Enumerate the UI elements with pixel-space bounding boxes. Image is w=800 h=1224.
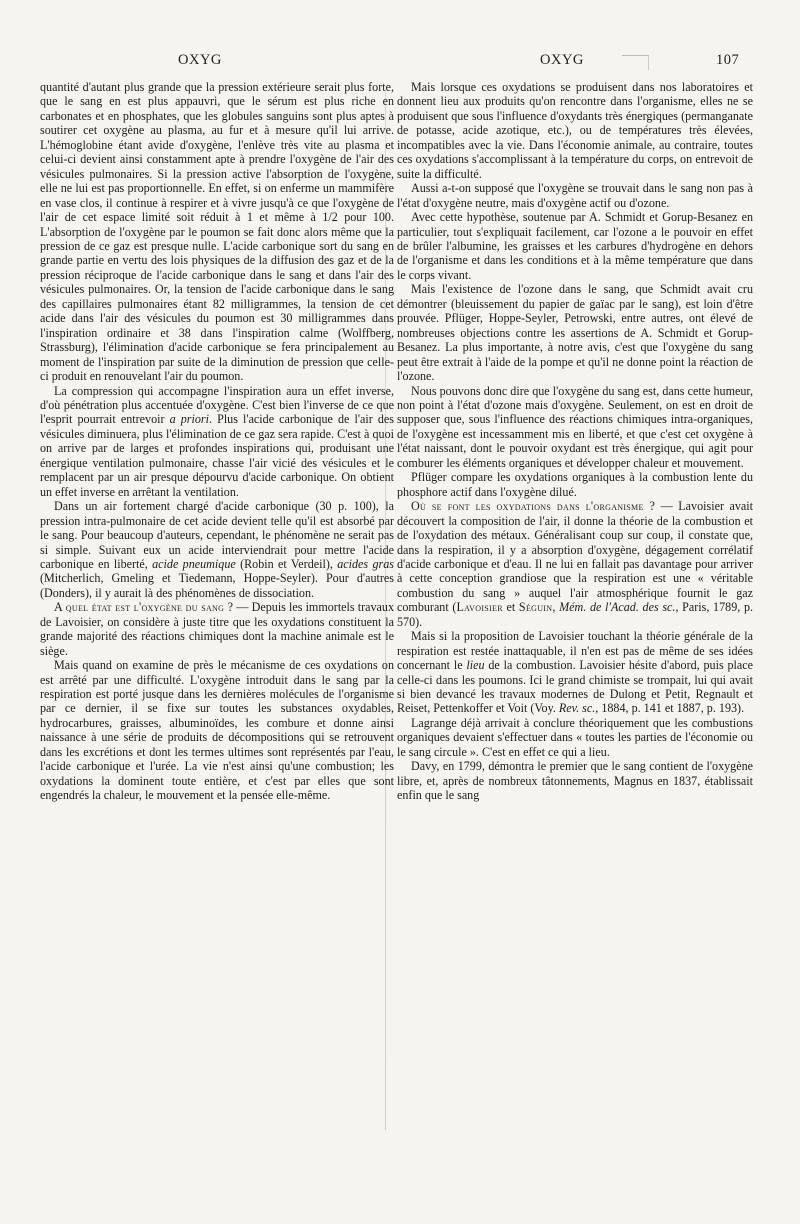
text-run: . Plus l'acide carbonique de l'air des vésicules diminuera, plus l'élimination de ce gaz sera rapide. C'est à quoi on arrive par de larges et profondes inspirations qui, produisant une énergique ventilation pulmonaire, chasse l'air vicié des vésicules et le remplacent par un air presque dépourvu d'acide carbonique. On obtient un effet inverse en arrêtant la ventilation. bbox=[40, 412, 394, 499]
page-number: 107 bbox=[716, 52, 740, 68]
paragraph: Mais quand on examine de près le mécanisme de ces oxydations on est arrêté par une difficulté. L'oxygène introduit dans le sang par la respiration est porté jusque dans les dernières molécules de l'organisme par ce dernier, il se fixe sur toutes les substances oxydables, hydrocarbures, graisses, albuminoïdes, les combure et donne ainsi naissance à une série de produits de décompositions qui se retrouvent dans les excrétions et dont les termes ultimes sont représentés par l'eau, l'acide carbonique et l'urée. La vie n'est ainsi qu'une combustion; les oxydations la dominent toute entière, et c'est par elles que sont engendrés la chaleur, le mouvement et la pensée elle-même. bbox=[40, 658, 394, 803]
paragraph: Davy, en 1799, démontra le premier que le sang contient de l'oxygène libre, et, après de nombreux tâtonnements, Magnus en 1837, établissait enfin que le sang bbox=[397, 759, 753, 803]
text-run: La compression qui accompagne l'inspiration aura un effet inverse, d'où pénétration plus accentuée d'oxygène. C'est bien l'inverse de ce que l'esprit pourrait entrevoir bbox=[40, 383, 394, 427]
text-run: — Lavoisier avait découvert la composition de l'air, il donne la théorie de la combustion et de l'oxydation des métaux. Généralisant coup sur coup, il constate que, dans la respiration, il y a absorption d'oxygène, dégagement corrélatif d'acide carbonique et d'eau. Il ne lui en fallait pas davantage pour arriver à cette conception grandiose que la respiration est une « véritable combustion du sang » auquel l'air atmosphérique fournit le gaz comburant ( bbox=[397, 499, 753, 615]
text-run: (Mitcherlich, Gmeling et Tiedemann, Hoppe-Seyler). Pour d'autres (Donders), il y aurait là des phénomènes de dissociation. bbox=[40, 571, 394, 600]
paragraph: Avec cette hypothèse, soutenue par A. Schmidt et Gorup-Besanez en particulier, tout s'expliquait facilement, car l'ozone a le pouvoir en effet de brûler l'albumine, les graisses et les carbures d'hydrogène en dehors de l'organisme et dans les conditions et à la même température que dans le corps vivant. bbox=[397, 210, 753, 282]
print-mark bbox=[622, 55, 649, 70]
italic-run: Rev. sc. bbox=[558, 701, 596, 716]
right-column bbox=[397, 80, 753, 803]
italic-run: Mém. de l'Acad. des sc. bbox=[559, 600, 676, 615]
paragraph bbox=[40, 384, 394, 500]
left-column bbox=[40, 80, 394, 803]
section-heading: Où se font les oxydations dans l'organisme ? bbox=[411, 499, 656, 514]
paragraph bbox=[397, 629, 753, 716]
italic-run: lieu bbox=[466, 658, 485, 673]
paragraph: quantité d'autant plus grande que la pression extérieure serait plus forte, que le sang en est plus appauvri, que le sérum est plus riche en carbonates et en phosphates, que les globules sanguins sont plus aptes à soutirer cet oxygène au plasma, au fur et à mesure qu'il lui arrive. L'hémoglobine étant avide d'oxygène, l'enlève très vite au plasma et celui-ci devient ainsi constamment apte à prendre l'oxygène de l'air des vésicules pulmonaires. Si la pression active l'absorption de l'oxygène, elle ne lui est pas proportionnelle. En effet, si on enferme un mammifère en vase clos, il continue à respirer et à vivre jusqu'à ce que l'oxygène de l'air de cet espace limité soit réduit à 1 et même à 1/2 pour 100. L'absorption de l'oxygène par le poumon se fait donc alors même que la pression de ce gaz est presque nulle. L'acide carbonique sort du sang en grande partie en vertu des lois physiques de la diffusion des gaz et de la pression réciproque de l'acide carbonique dans le sang et dans l'air des vésicules pulmonaires. Or, la tension de l'acide carbonique dans le sang des capillaires pulmonaires étant 82 milligrammes, la tension de cet acide dans l'air des vésicules du poumon est 30 milligrammes dans l'inspiration ordinaire et 38 dans l'inspiration calme (Wolffberg, Strassburg), l'élimination d'acide carbonique se fera principalement au moment de l'inspiration par suite de la diminution de pression que celle-ci produit en renouvelant l'air du poumon. bbox=[40, 80, 394, 384]
running-head-center: OXYG bbox=[540, 52, 584, 68]
section-paragraph bbox=[397, 499, 753, 629]
paragraph: Mais l'existence de l'ozone dans le sang, que Schmidt avait cru démontrer (bleuissement du papier de gaïac par le sang), est loin d'être prouvée. Pflüger, Hoppe-Seyler, Petrowski, entre autres, ont élevé de nombreuses objections contre les assertions de A. Schmidt et Gorup-Besanez. La plus importante, à notre avis, c'est que l'oxygène du sang peut être extrait à l'aide de la pompe et qu'il ne donne point la réaction de l'ozone. bbox=[397, 282, 753, 384]
paragraph: Nous pouvons donc dire que l'oxygène du sang est, dans cette humeur, non point à l'état d'ozone mais d'oxygène. Seulement, on est en droit de supposer que, sous l'influence des réactions chimiques intra-organiques, de l'oxygène est incessamment mis en liberté, et que c'est cet oxygène à l'état naissant, dont le pouvoir oxydant est très énergique, qui agit pour comburer les éléments organiques et développer chaleur et mouvement. bbox=[397, 383, 753, 470]
paragraph: Aussi a-t-on supposé que l'oxygène se trouvait dans le sang non pas à l'état d'oxygène neutre, mais d'oxygène actif ou d'ozone. bbox=[397, 181, 753, 210]
paragraph: Pflüger compare les oxydations organiques à la combustion lente du phosphore actif dans l'oxygène dilué. bbox=[397, 470, 753, 499]
section-heading: A quel état est l'oxygène du sang ? bbox=[54, 600, 234, 615]
paragraph: Lagrange déjà arrivait à conclure théoriquement que les combustions organiques devaient s'effectuer dans « toutes les parties de l'économie ou le sang circule ». C'est en effet ce qui a lieu. bbox=[397, 715, 753, 759]
text-run: Dans un air fortement chargé d'acide carbonique (30 p. 100), la pression intra-pulmonaire de cet acide devient telle qu'il est absorbé par le sang. Pour beaucoup d'auteurs, cependant, le phénomène ne serait pas si simple. Suivant eux un acide interviendrait pour mettre l'acide carbonique en liberté, bbox=[40, 499, 394, 571]
text-run: (Robin et Verdeil), bbox=[235, 556, 338, 571]
italic-run: a priori bbox=[169, 412, 209, 427]
paragraph: Mais lorsque ces oxydations se produisent dans nos laboratoires et donnent lieu aux produits qu'on rencontre dans l'organisme, elles ne se produisent que sous l'influence d'oxydants très énergiques (permanganate de potasse, acide azotique, etc.), ou de températures très élevées, incompatibles avec la vie. Dans l'économie animale, au contraire, toutes ces oxydations s'accomplissant à la température du corps, on entrevoit de suite la difficulté. bbox=[397, 80, 753, 181]
text-run: , Paris, 1789, p. 570). bbox=[397, 600, 754, 629]
text-run: , bbox=[552, 600, 560, 615]
text-run: — Depuis les immortels travaux de Lavoisier, on considère à juste titre que les oxydations constituent la grande majorité des réactions chimiques dont la machine animale est le siège. bbox=[40, 600, 394, 658]
text-run: Mais si la proposition de Lavoisier touchant la théorie générale de la respiration est restée inattaquable, il n'en est pas de même de ses idées concernant le bbox=[397, 629, 753, 673]
italic-run: acide pneumique bbox=[152, 556, 236, 571]
text-run: de la combustion. Lavoisier hésite d'abord, puis place celle-ci dans les poumons. Ici le grand chimiste se trompait, lui qui avait si bien devancé les travaux modernes de Dulong et Petit, Regnault et Reiset, Pettenkoffer et Voit (Voy. bbox=[397, 658, 753, 716]
text-run: et bbox=[502, 600, 519, 615]
author-name: Lavoisier bbox=[456, 600, 503, 615]
section-paragraph bbox=[40, 600, 394, 658]
text-run: , 1884, p. 141 et 1887, p. 193). bbox=[595, 701, 745, 716]
author-name: Séguin bbox=[518, 600, 553, 615]
paragraph bbox=[40, 499, 394, 600]
italic-run: acides gras bbox=[337, 556, 394, 571]
running-head-left: OXYG bbox=[178, 52, 222, 68]
